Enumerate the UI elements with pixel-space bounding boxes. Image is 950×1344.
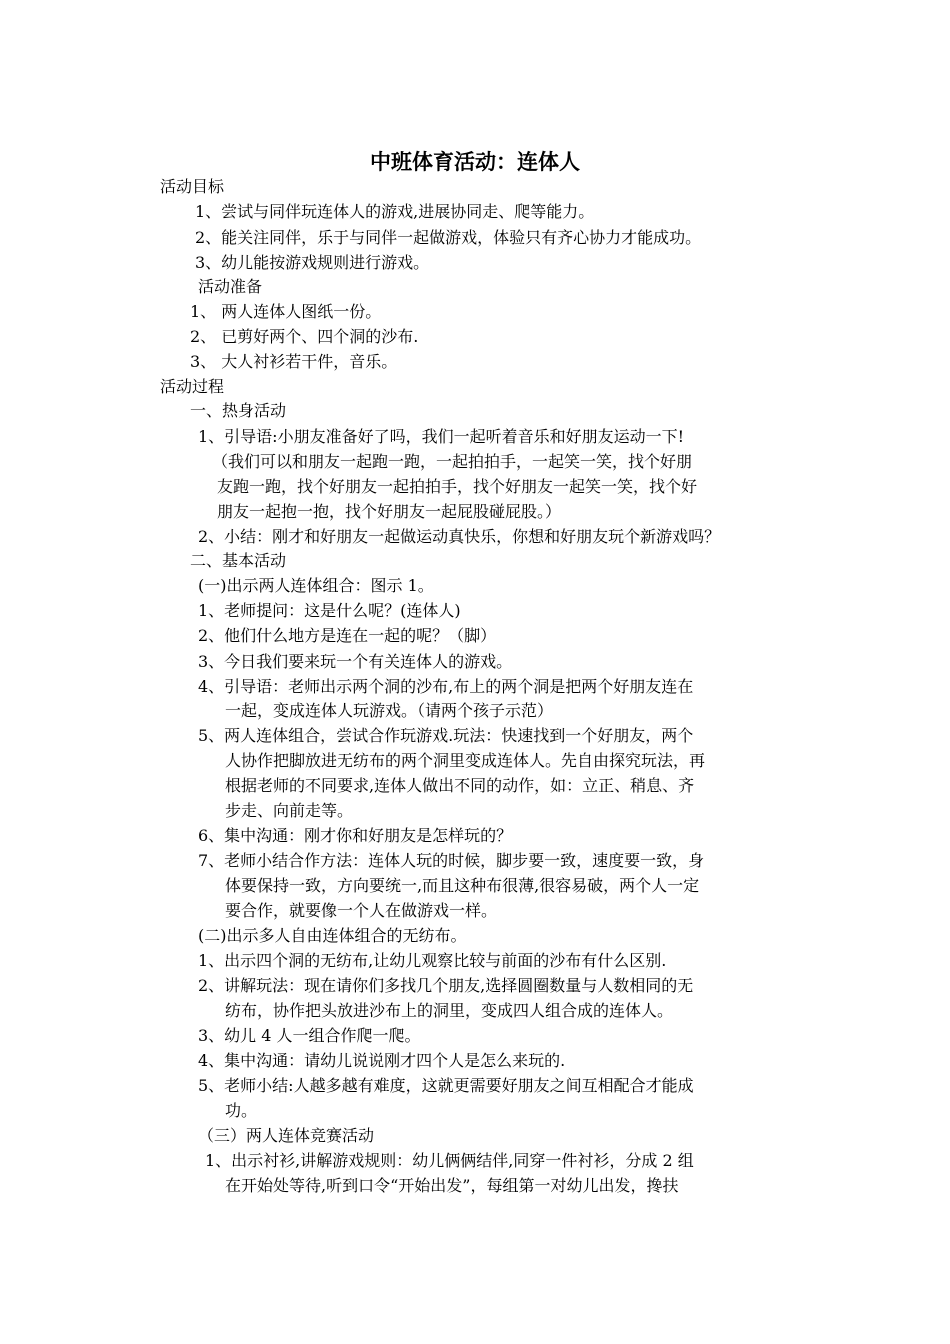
text-line: 体要保持一致，方向要统一,而且这种布很薄,很容易破，两个人一定 [225,876,700,895]
text-line: 5、两人连体组合，尝试合作玩游戏.玩法：快速找到一个好朋友，两个 [198,726,694,745]
document-title: 中班体育活动：连体人 [370,149,580,174]
text-line: （我们可以和朋友一起跑一跑，一起拍拍手，一起笑一笑，找个好朋 [212,452,693,471]
section-heading-process: 活动过程 [160,377,225,396]
text-line: 人协作把脚放进无纺布的两个洞里变成连体人。先自由探究玩法，再 [225,751,706,770]
text-line: (二)出示多人自由连体组合的无纺布。 [198,926,467,945]
text-line: 根据老师的不同要求,连体人做出不同的动作，如：立正、稍息、齐 [225,776,695,795]
text-line: 1、尝试与同伴玩连体人的游戏,进展协同走、爬等能力。 [195,202,595,221]
text-line: 一起，变成连体人玩游戏。（请两个孩子示范） [225,701,554,720]
text-line: 3、幼儿能按游戏规则进行游戏。 [195,253,430,272]
text-line: 2、小结：刚才和好朋友一起做运动真快乐，你想和好朋友玩个新游戏吗？ [198,527,721,546]
text-line: 纺布，协作把头放进沙布上的洞里，变成四人组合成的连体人。 [225,1001,674,1020]
text-line: 2、他们什么地方是连在一起的呢？（脚） [198,626,497,645]
text-line: 在开始处等待,听到口令“开始出发”，每组第一对幼儿出发，搀扶 [225,1176,679,1195]
subsection-heading: 二、基本活动 [190,551,287,570]
text-line: 4、引导语：老师出示两个洞的沙布,布上的两个洞是把两个好朋友连在 [198,677,694,696]
text-line: 1、 两人连体人图纸一份。 [190,302,382,321]
text-line: 2、能关注同伴，乐于与同伴一起做游戏，体验只有齐心协力才能成功。 [195,228,702,247]
text-line: 3、幼儿 4 人一组合作爬一爬。 [198,1026,421,1045]
text-line: 朋友一起抱一抱，找个好朋友一起屁股碰屁股。） [217,502,562,521]
text-line: 2、 已剪好两个、四个洞的沙布. [190,327,419,346]
text-line: 功。 [225,1101,258,1120]
text-line: 2、讲解玩法：现在请你们多找几个朋友,选择圆圈数量与人数相同的无 [198,976,694,995]
text-line: 4、集中沟通：请幼儿说说刚才四个人是怎么来玩的. [198,1051,566,1070]
text-line: 要合作，就要像一个人在做游戏一样。 [225,901,498,920]
text-line: （三）两人连体竞赛活动 [198,1126,375,1145]
text-line: 3、 大人衬衫若干件，音乐。 [190,352,398,371]
subsection-heading: 一、热身活动 [190,401,287,420]
text-line: 1、引导语:小朋友准备好了吗，我们一起听着音乐和好朋友运动一下! [198,427,685,446]
text-line: 3、今日我们要来玩一个有关连体人的游戏。 [198,652,513,671]
text-line: 友跑一跑，找个好朋友一起拍拍手，找个好朋友一起笑一笑，找个好 [217,477,698,496]
text-line: 1、出示四个洞的无纺布,让幼儿观察比较与前面的沙布有什么区别. [198,951,667,970]
section-heading-goals: 活动目标 [160,177,225,196]
section-heading-preparation: 活动准备 [198,277,263,296]
text-line: 7、老师小结合作方法：连体人玩的时候，脚步要一致，速度要一致，身 [198,851,705,870]
text-line: 步走、向前走等。 [225,801,354,820]
text-line: 1、老师提问：这是什么呢？(连体人) [198,601,461,620]
text-line: 5、老师小结:人越多越有难度，这就更需要好朋友之间互相配合才能成 [198,1076,694,1095]
text-line: 6、集中沟通：刚才你和好朋友是怎样玩的？ [198,826,513,845]
text-line: (一)出示两人连体组合：图示 1。 [198,576,434,595]
text-line: 1、出示衬衫,讲解游戏规则：幼儿俩俩结伴,同穿一件衬衫，分成 2 组 [205,1151,694,1170]
